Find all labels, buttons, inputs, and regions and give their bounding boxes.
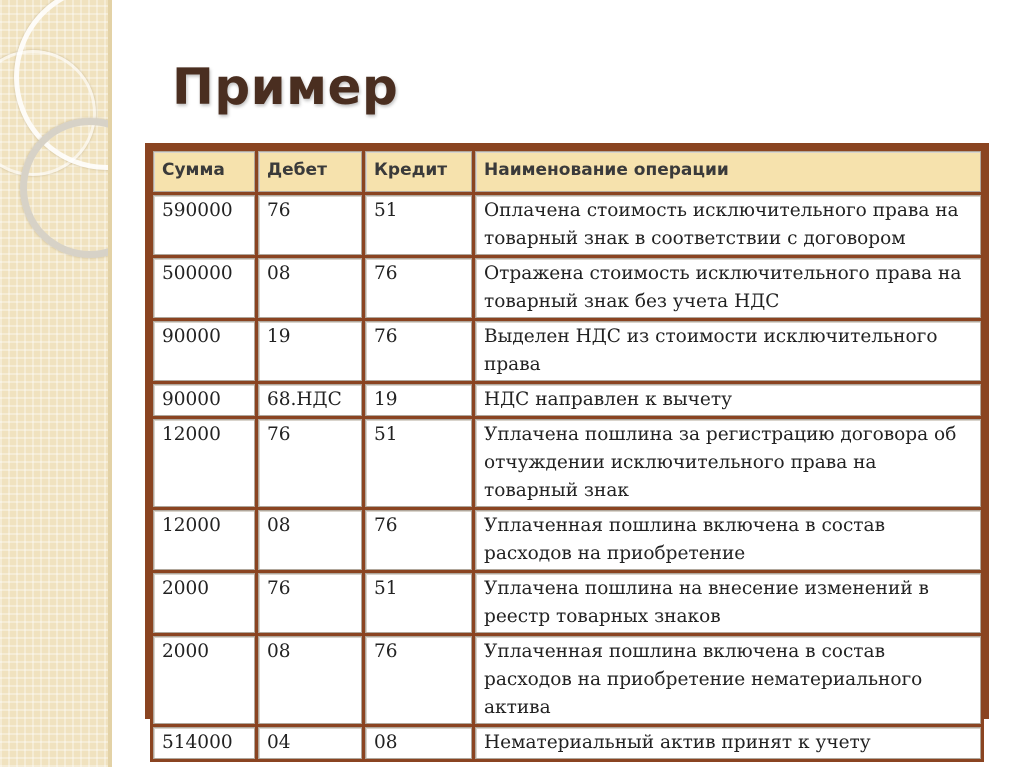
cell-operation: Отражена стоимость исключительного права на товарный знак без учета НДС bbox=[475, 258, 981, 318]
cell-credit: 76 bbox=[365, 510, 472, 570]
ledger-table-frame bbox=[145, 143, 989, 753]
cell-debit: 08 bbox=[258, 636, 362, 724]
cell-operation: Уплаченная пошлина включена в состав расходов на приобретение нематериального актива bbox=[475, 636, 981, 724]
cell-amount: 500000 bbox=[153, 258, 255, 318]
cell-amount: 590000 bbox=[153, 195, 255, 255]
cell-amount: 90000 bbox=[153, 384, 255, 416]
ledger-table bbox=[150, 148, 984, 762]
cell-amount: 12000 bbox=[153, 419, 255, 507]
cell-debit: 08 bbox=[258, 510, 362, 570]
table-row bbox=[153, 573, 981, 633]
table-row bbox=[153, 384, 981, 416]
table-row bbox=[153, 727, 981, 759]
table-row bbox=[153, 510, 981, 570]
cell-debit: 19 bbox=[258, 321, 362, 381]
cell-amount: 90000 bbox=[153, 321, 255, 381]
cell-credit: 51 bbox=[365, 573, 472, 633]
cell-credit: 76 bbox=[365, 258, 472, 318]
cell-debit: 76 bbox=[258, 573, 362, 633]
decorative-side-strip bbox=[0, 0, 112, 767]
cell-operation: Уплачена пошлина на внесение изменений в реестр товарных знаков bbox=[475, 573, 981, 633]
table-row bbox=[153, 636, 981, 724]
cell-operation: Оплачена стоимость исключительного права на товарный знак в соответствии с договором bbox=[475, 195, 981, 255]
cell-debit: 08 bbox=[258, 258, 362, 318]
table-row bbox=[153, 258, 981, 318]
cell-operation: Выделен НДС из стоимости исключительного права bbox=[475, 321, 981, 381]
cell-debit: 04 bbox=[258, 727, 362, 759]
cell-amount: 514000 bbox=[153, 727, 255, 759]
column-header-credit: Кредит bbox=[365, 151, 472, 192]
cell-amount: 12000 bbox=[153, 510, 255, 570]
table-header-row bbox=[153, 151, 981, 192]
cell-amount: 2000 bbox=[153, 636, 255, 724]
table-row bbox=[153, 195, 981, 255]
cell-credit: 76 bbox=[365, 321, 472, 381]
cell-debit: 76 bbox=[258, 195, 362, 255]
cell-debit: 68.НДС bbox=[258, 384, 362, 416]
cell-operation: НДС направлен к вычету bbox=[475, 384, 981, 416]
cell-credit: 76 bbox=[365, 636, 472, 724]
cell-operation: Нематериальный актив принят к учету bbox=[475, 727, 981, 759]
cell-credit: 08 bbox=[365, 727, 472, 759]
table-row bbox=[153, 321, 981, 381]
cell-credit: 51 bbox=[365, 419, 472, 507]
cell-amount: 2000 bbox=[153, 573, 255, 633]
cell-credit: 51 bbox=[365, 195, 472, 255]
cell-debit: 76 bbox=[258, 419, 362, 507]
column-header-operation: Наименование операции bbox=[475, 151, 981, 192]
column-header-amount: Сумма bbox=[153, 151, 255, 192]
page-title: Пример bbox=[172, 58, 399, 116]
cell-credit: 19 bbox=[365, 384, 472, 416]
column-header-debit: Дебет bbox=[258, 151, 362, 192]
cell-operation: Уплачена пошлина за регистрацию договора об отчуждении исключительного права на товарный знак bbox=[475, 419, 981, 507]
table-row bbox=[153, 419, 981, 507]
cell-operation: Уплаченная пошлина включена в состав расходов на приобретение bbox=[475, 510, 981, 570]
